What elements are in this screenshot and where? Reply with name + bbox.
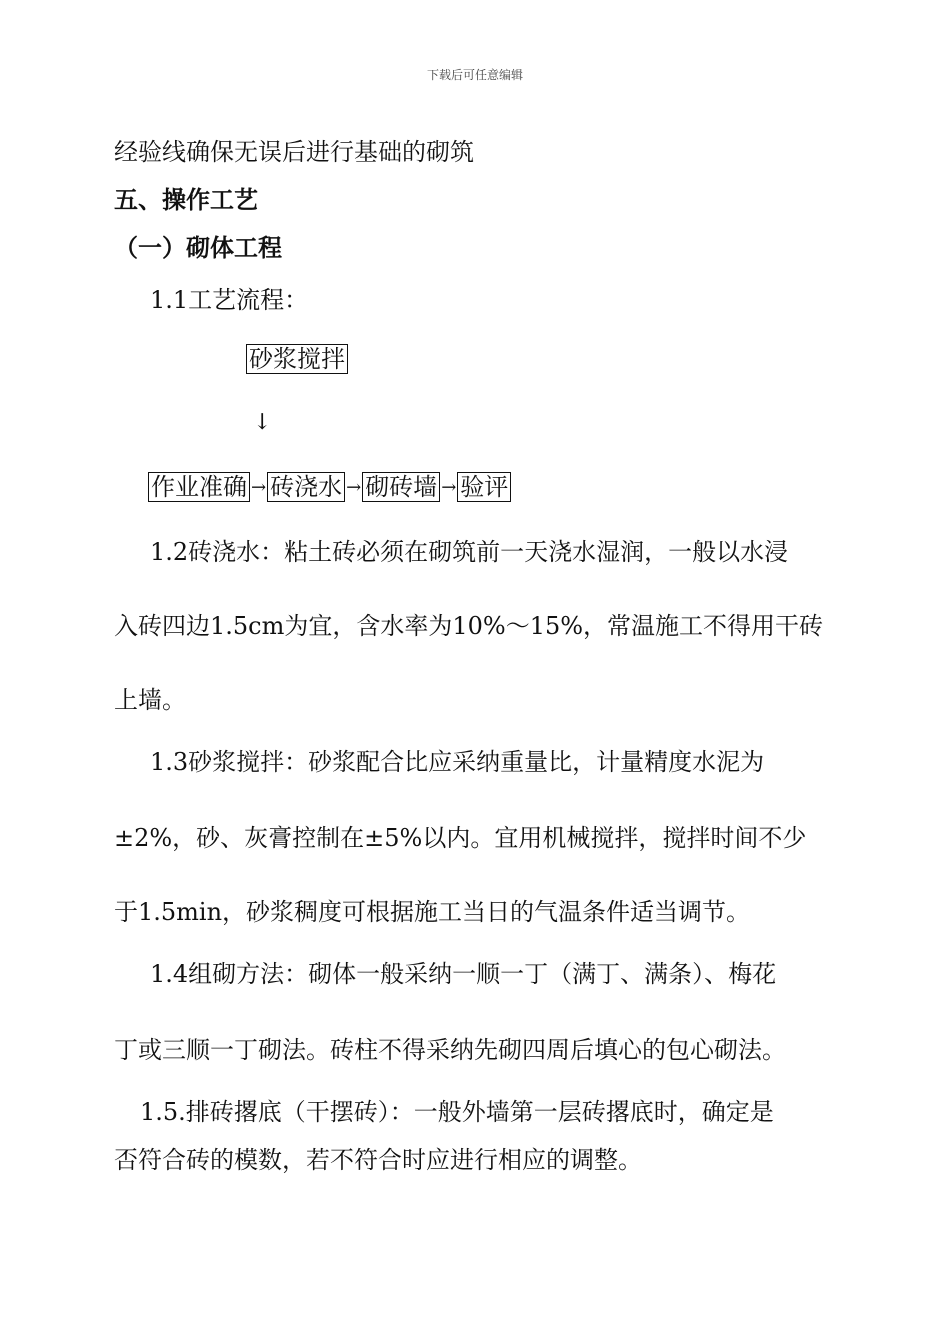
item-1-1-heading: 1.1工艺流程：	[150, 286, 309, 314]
flow-right-arrow-icon: →	[346, 477, 362, 498]
flow-down-arrow-icon: ↓	[253, 410, 272, 435]
item-1-2-line-1: 1.2砖浇水：粘土砖必须在砌筑前一天浇水湿润，一般以水浸	[150, 538, 789, 566]
flow-right-arrow-icon: →	[251, 477, 267, 498]
flow-box-step-3: 砌砖墙	[362, 472, 440, 502]
flow-step-row	[148, 472, 511, 502]
item-1-2-line-3: 上墙。	[114, 686, 186, 714]
item-1-2-line-2: 入砖四边1.5cm为宜，含水率为10%～15%，常温施工不得用干砖	[114, 612, 824, 640]
item-1-3-line-1: 1.3砂浆搅拌：砂浆配合比应采纳重量比，计量精度水泥为	[150, 748, 765, 776]
flow-box-step-2: 砖浇水	[267, 472, 345, 502]
flow-top-step	[246, 344, 348, 374]
section-title: 五、操作工艺	[114, 186, 258, 214]
flow-box-step-1: 作业准确	[148, 472, 250, 502]
item-1-5-line-1: 1.5.排砖撂底（干摆砖）：一般外墙第一层砖撂底时，确定是	[140, 1098, 774, 1126]
flow-box-step-4: 验评	[457, 472, 511, 502]
page-header: 下载后可任意编辑	[426, 68, 523, 82]
item-1-5-line-2: 否符合砖的模数，若不符合时应进行相应的调整。	[114, 1146, 642, 1174]
flow-box-mortar-mixing: 砂浆搅拌	[246, 344, 348, 374]
item-1-3-line-3: 于1.5min，砂浆稠度可根据施工当日的气温条件适当调节。	[114, 898, 751, 926]
intro-line: 经验线确保无误后进行基础的砌筑	[114, 138, 474, 166]
flow-right-arrow-icon: →	[441, 477, 457, 498]
item-1-4-line-1: 1.4组砌方法：砌体一般采纳一顺一丁（满丁、满条）、梅花	[150, 960, 777, 988]
item-1-3-line-2: ±2%，砂、灰膏控制在±5%以内。宜用机械搅拌，搅拌时间不少	[114, 824, 807, 852]
subsection-title: （一）砌体工程	[114, 234, 282, 262]
item-1-4-line-2: 丁或三顺一丁砌法。砖柱不得采纳先砌四周后填心的包心砌法。	[114, 1036, 786, 1064]
